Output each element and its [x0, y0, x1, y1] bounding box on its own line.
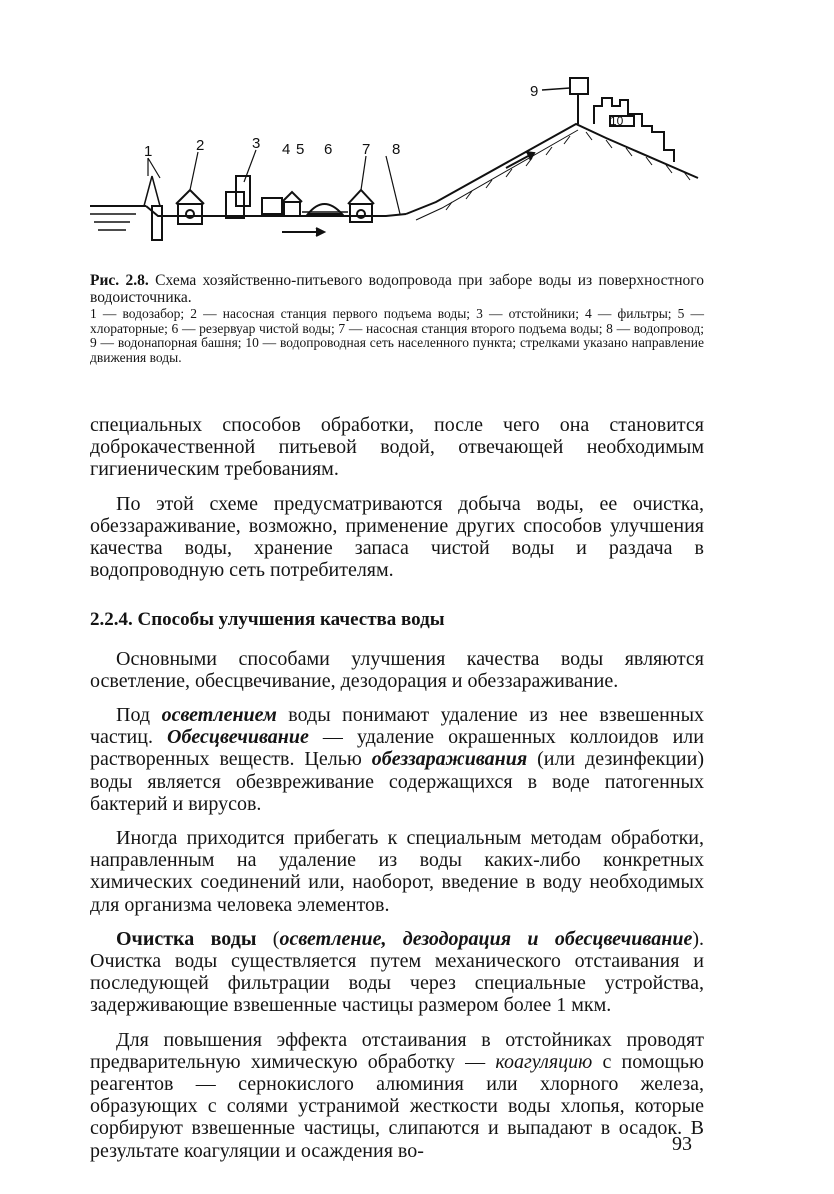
p4-text-a: Под [116, 704, 162, 727]
term-disinfection: обеззараживания [371, 748, 528, 771]
figure-label-9: 9 [530, 83, 539, 100]
paragraph-7 [90, 1029, 704, 1162]
figure-label-6: 6 [324, 141, 333, 158]
figure-label-2: 2 [196, 137, 205, 154]
paragraph-1: специальных способов обработки, после чего она становится доброкачественной питьевой водой, отвечающей необходимым гигиеническим требованиям. [90, 414, 704, 481]
p4-text-e: — удаление окрашенных коллоидов или растворенных веществ. Целью [90, 726, 704, 771]
caption-legend: 1 — водозабор; 2 — насосная станция первого подъема воды; 3 — отстойники; 4 — фильтры; 5 — хлораторные; 6 — резервуар чистой воды; 7 — насосная станция второго подъема воды; 8 — водопровод; 9 — водонапорная башня; 10 — водопроводная сеть населенного пункта; стрелками указано направление движения воды. [90, 306, 704, 365]
figure-label-3: 3 [252, 135, 261, 152]
p4-text-c: воды понимают удаление из нее взвешенных частиц. [90, 704, 705, 749]
caption-title [90, 272, 704, 306]
term-water-purification: Очистка воды [116, 927, 257, 950]
term-coagulation: коагуляцию [495, 1050, 593, 1073]
figure-label-5: 5 [296, 141, 305, 158]
paragraph-4 [90, 704, 704, 815]
body-text [90, 414, 704, 1162]
p4-text-g: (или дезинфекции) воды является обезвреживание содержащихся в воде патогенных бактерий и вирусов. [90, 748, 704, 815]
p7-text-a: Для повышения эффекта отстаивания в отстойниках проводят предварительную химическую обработку — [90, 1028, 704, 1073]
figure-number: Рис. 2.8. [90, 272, 149, 289]
paragraph-5: Иногда приходится прибегать к специальным методам обработки, направленным на удаление из воды каких-либо конкретных химических соединений или, наоборот, введение в воду необходимых для организма человека элементов. [90, 827, 704, 916]
paragraph-2: По этой схеме предусматриваются добыча воды, ее очистка, обеззараживание, возможно, применение других способов улучшения качества воды, хранение запаса чистой воды и раздача в водопроводную сеть потребителям. [90, 492, 704, 582]
figure-label-1: 1 [144, 143, 153, 160]
term-decolorization: Обесцвечивание [167, 726, 309, 749]
p6-text-b: ( [256, 927, 280, 950]
figure-caption [90, 272, 704, 365]
term-purification-methods: осветление, дезодорация и обесцвечивание [279, 927, 693, 950]
paragraph-3: Основными способами улучшения качества воды являются осветление, обесцвечивание, дезодорация и обеззараживание. [90, 647, 704, 692]
figure-label-8: 8 [392, 141, 401, 158]
p7-text-c: с помощью реагентов — сернокислого алюминия или хлорного железа, образующих с солями устранимой жесткости воды хлопья, которые сорбируют взвешенные частицы, слипаются и выпадают в осадок. В результате коагуляции и осаждения во- [90, 1050, 704, 1162]
caption-title-text: Схема хозяйственно-питьевого водопровода при заборе воды из поверхностного водоисточника. [90, 272, 704, 306]
figure-label-7: 7 [362, 141, 371, 158]
water-supply-diagram [86, 66, 706, 266]
paragraph-6 [90, 928, 704, 1017]
page-number: 93 [672, 1133, 692, 1155]
section-heading: 2.2.4. Способы улучшения качества воды [90, 609, 445, 631]
term-clarification: осветлением [161, 704, 277, 727]
figure-label-10: 10 [610, 114, 624, 128]
p6-text-d: ). Очистка воды существляется путем механического отстаивания и последующей фильтрации воды через специальные устройства, задерживающие взвешенные частицы размером более 1 мкм. [90, 927, 704, 1017]
figure-label-4: 4 [282, 141, 291, 158]
